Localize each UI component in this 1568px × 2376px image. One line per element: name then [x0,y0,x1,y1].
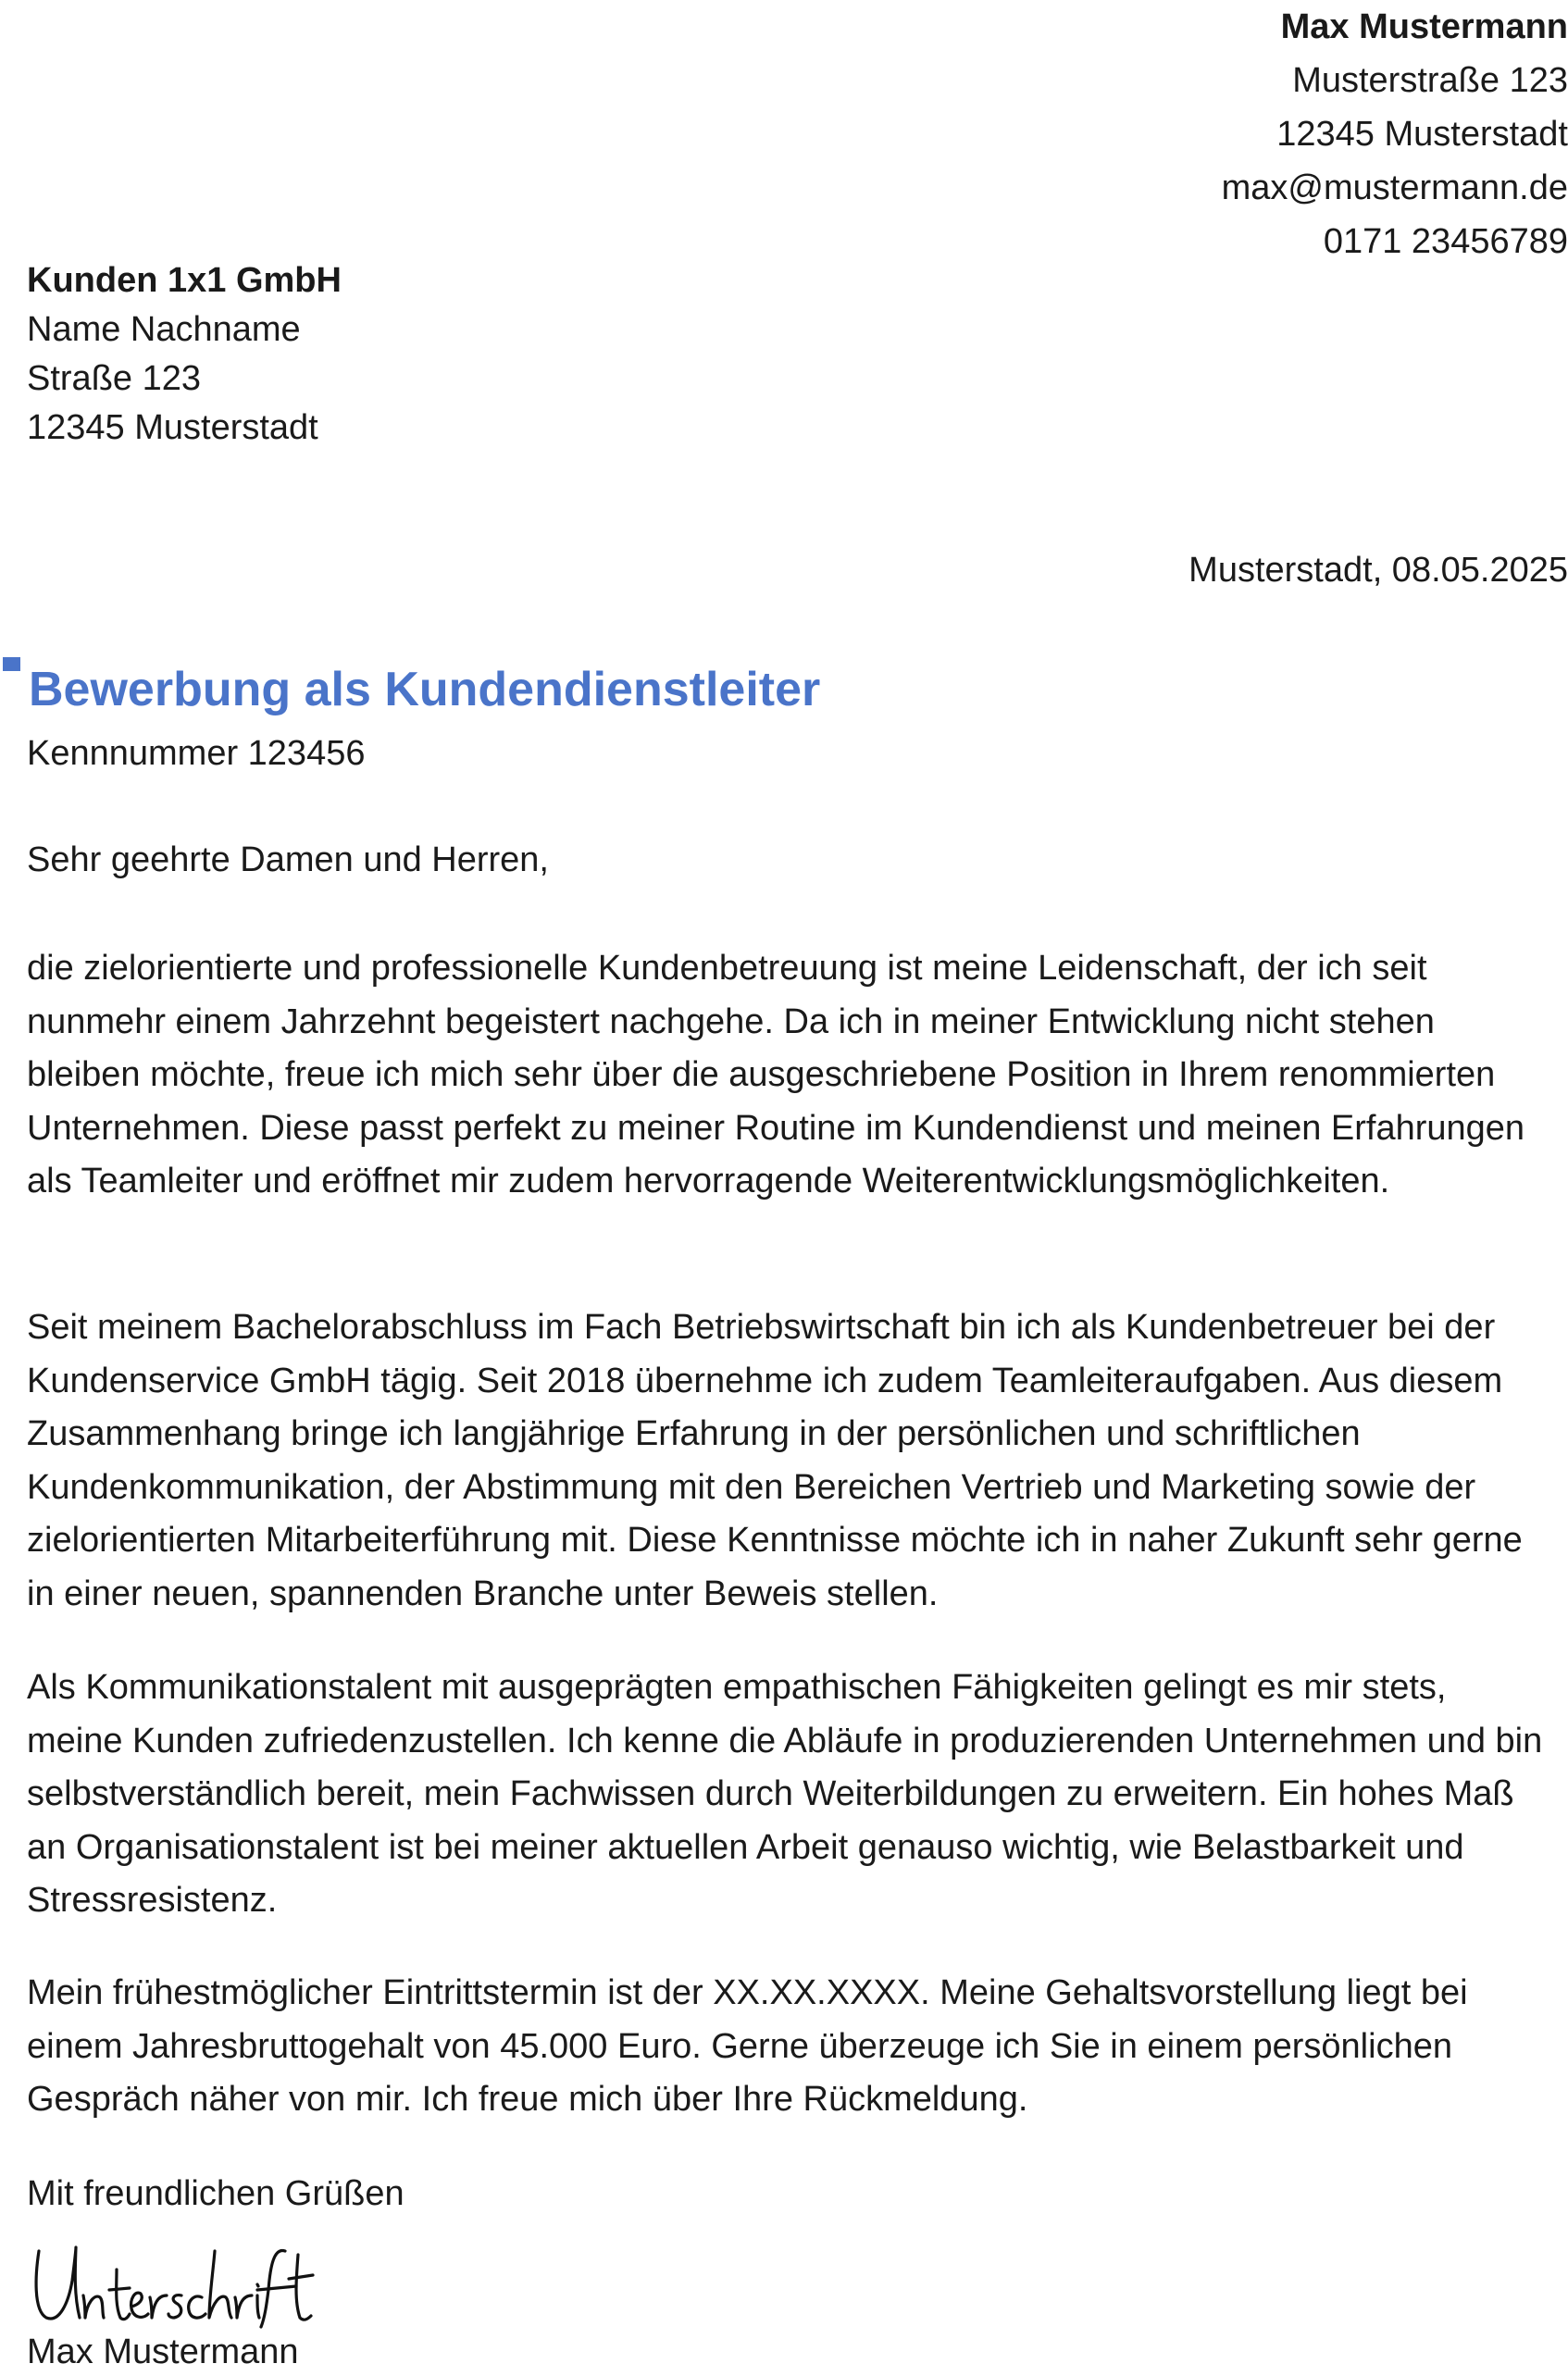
body-paragraph-2: Seit meinem Bachelorabschluss im Fach Betriebswirtschaft bin ich als Kundenbetreuer bei der Kundenservice GmbH tägig. Seit 2018 übernehme ich zudem Teamleiteraufgaben. Aus diesem Zusammenhang bringe ich langjährige Erfahrung in der persönlichen und schriftlichen Kundenkommunikation, der Abstimmung mit den Bereichen Vertrieb und Marketing sowie der zielorientierten Mitarbeiterführung mit. Diese Kenntnisse möchte ich in naher Zukunft sehr gerne in einer neuen, spannenden Branche unter Beweis stellen. [27,1308,1523,1613]
body-paragraph-3: Als Kommunikationstalent mit ausgeprägten empathischen Fähigkeiten gelingt es mir stets, meine Kunden zufriedenzustellen. Ich kenne die Abläufe in produzierenden Unternehmen und bin selbstverständlich bereit, mein Fachwissen durch Weiterbildungen zu erweitern. Ein hohes Maß an Organisationstalent ist bei meiner aktuellen Arbeit genauso wichtig, wie Belastbarkeit und Stressresistenz. [27,1668,1543,1921]
sender-street: Musterstraße 123 [1292,61,1568,100]
handwritten-signature [31,2238,318,2331]
body-paragraph-1: die zielorientierte und professionelle Kundenbetreuung ist meine Leidenschaft, der ich seit nunmehr einem Jahrzehnt begeistert nachgehe. Da ich in meiner Entwicklung nicht stehen bleiben möchte, freue ich mich sehr über die ausgeschriebene Position in Ihrem renommierten Unternehmen. Diese passt perfekt zu meiner Routine im Kundendienst und meinen Erfahrungen als Teamleiter und eröffnet mir zudem hervorragende Weiterentwicklungsmöglichkeiten. [27,949,1525,1201]
sender-name: Max Mustermann [1280,7,1568,46]
salutation: Sehr geehrte Damen und Herren, [27,840,549,879]
recipient-address-block [27,256,342,453]
recipient-contact: Name Nachname [27,310,301,349]
reference-number: Kennnummer 123456 [27,734,366,773]
subject-marker [3,657,20,671]
sender-city: 12345 Musterstadt [1276,115,1568,154]
letter-date: Musterstadt, 08.05.2025 [1188,551,1568,590]
recipient-company: Kunden 1x1 GmbH [27,261,342,300]
recipient-city: 12345 Musterstadt [27,408,318,447]
sender-phone: 0171 23456789 [1323,222,1568,261]
sender-address-block [1222,0,1568,268]
recipient-street: Straße 123 [27,359,201,398]
body-paragraph-4: Mein frühestmöglicher Eintrittstermin ist der XX.XX.XXXX. Meine Gehaltsvorstellung liegt bei einem Jahresbruttogehalt von 45.000 Euro. Gerne überzeuge ich Sie in einem persönlichen Gespräch näher von mir. Ich freue mich über Ihre Rückmeldung. [27,1973,1468,2120]
signer-name: Max Mustermann [27,2332,299,2371]
letter-subject: Bewerbung als Kundendienstleiter [29,663,821,716]
closing-phrase: Mit freundlichen Grüßen [27,2174,404,2213]
sender-email[interactable]: max@mustermann.de [1221,168,1568,207]
